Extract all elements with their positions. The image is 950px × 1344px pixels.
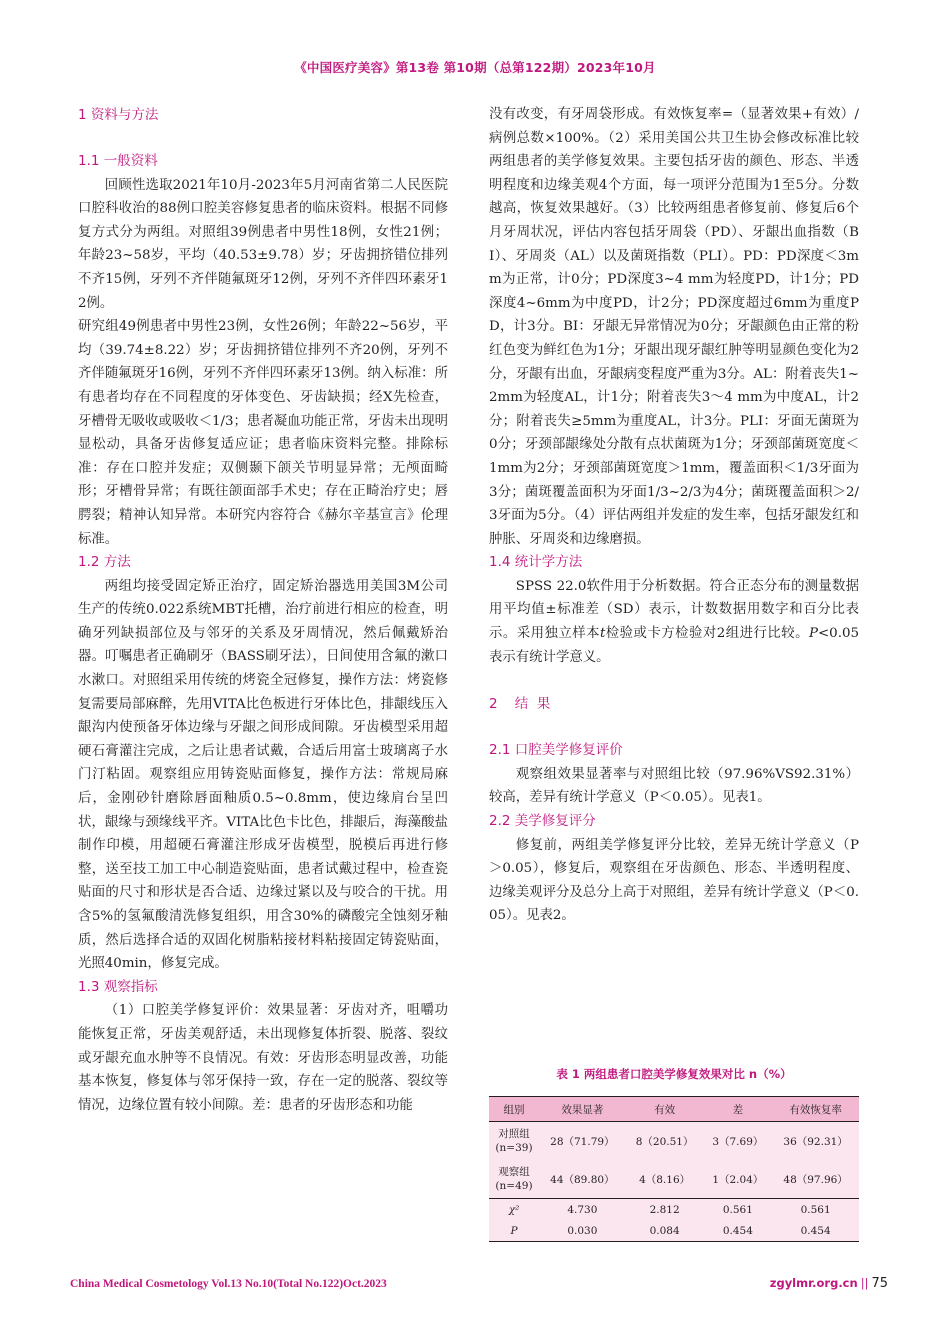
table-header-cell: 有效恢复率 bbox=[772, 1097, 859, 1122]
section-2-1-title: 2.1 口腔美学修复评价 bbox=[489, 742, 623, 759]
left-column bbox=[78, 103, 448, 1117]
section-1-1-title: 1.1 一般资料 bbox=[78, 153, 158, 169]
footer-site-page bbox=[770, 1276, 888, 1291]
section-1-1-paragraph-1: 回顾性选取2021年10月-2023年5月河南省第二人民医院口腔科收治的88例口腔美容修复患者的临床资料。根据不同修复方式分为两组。对照组39例患者中男性18例，女性21例；年龄23~58岁，平均（40.53±9.78）岁；牙齿拥挤错位排列不齐15例，牙列不齐伴随氟斑牙12例，牙列不齐伴四环素牙12例。 bbox=[78, 177, 448, 311]
table-header-cell: 差 bbox=[703, 1097, 772, 1122]
section-2-title: 2 结 果 bbox=[489, 696, 551, 713]
table-stat-label: χ² bbox=[489, 1199, 539, 1221]
table-row-chi-square bbox=[489, 1199, 859, 1221]
table-1 bbox=[489, 1096, 859, 1242]
section-2-2-paragraph: 修复前，两组美学修复评分比较，差异无统计学意义（P＞0.05），修复后，观察组在牙齿颜色、形态、半透明程度、边缘美观评分及总分上高于对照组，差异有统计学意义（P＜0.05）。见表2。 bbox=[489, 837, 859, 924]
footer-separator: || bbox=[860, 1276, 869, 1290]
table-row bbox=[489, 1160, 859, 1199]
section-1-2-title: 1.2 方法 bbox=[78, 554, 131, 571]
table-cell: 48（97.96） bbox=[783, 1173, 848, 1186]
table-cell: 44（89.80） bbox=[550, 1173, 615, 1186]
table-header-row bbox=[489, 1097, 859, 1122]
table-cell: 28（71.79） bbox=[550, 1135, 615, 1148]
table-cell: 1（2.04） bbox=[712, 1173, 764, 1186]
section-1-3-paragraph: （1）口腔美学修复评价：效果显著：牙齿对齐，咀嚼功能恢复正常，牙齿美观舒适，未出现修复体折裂、脱落、裂纹或牙龈充血水肿等不良情况。有效：牙齿形态明显改善，功能基本恢复，修复体与邻牙保持一致，存在一定的脱落、裂纹等情况，边缘位置有较小间隙。差：患者的牙齿形态和功能 bbox=[78, 1003, 448, 1113]
table-cell: 2.812 bbox=[626, 1199, 704, 1221]
table-header-cell: 有效 bbox=[626, 1097, 704, 1122]
page-number: 75 bbox=[871, 1276, 888, 1291]
table-group-label: 对照组 (n=39) bbox=[495, 1128, 533, 1154]
table-cell: 3（7.69） bbox=[712, 1135, 764, 1148]
right-column bbox=[489, 103, 859, 928]
table-cell: 36（92.31） bbox=[783, 1135, 848, 1148]
footer-site: zgylmr.org.cn bbox=[769, 1276, 858, 1290]
table-cell: 4.730 bbox=[539, 1199, 626, 1221]
section-1-4-title: 1.4 统计学方法 bbox=[489, 554, 583, 571]
table-cell: 0.561 bbox=[703, 1199, 772, 1221]
table-cell: 0.030 bbox=[539, 1220, 626, 1242]
section-1-3-title: 1.3 观察指标 bbox=[78, 978, 158, 995]
section-1-4-paragraph: SPSS 22.0软件用于分析数据。符合正态分布的测量数据用平均值±标准差（SD）表示，计数数据用数字和百分比表示。采用独立样本t检验或卡方检验对2组进行比较。P<0.05表示有统计学意义。 bbox=[489, 578, 859, 665]
table-row bbox=[489, 1122, 859, 1161]
section-2-2-title: 2.2 美学修复评分 bbox=[489, 813, 596, 830]
table-cell: 0.454 bbox=[703, 1220, 772, 1242]
section-1-title: 1 资料与方法 bbox=[78, 107, 159, 123]
table-cell: 0.084 bbox=[626, 1220, 704, 1242]
table-header-cell: 效果显著 bbox=[539, 1097, 626, 1122]
section-1-3-paragraph-continued: 没有改变，有牙周袋形成。有效恢复率=（显著效果+有效）/病例总数×100%。（2）采用美国公共卫生协会修改标准比较两组患者的美学修复效果。主要包括牙齿的颜色、形态、半透明程度和边缘美观4个方面，每一项评分范围为1至5分。分数越高，恢复效果越好。（3）比较两组患者修复前、修复后6个月牙周状况，评估内容包括牙周袋（PD）、牙龈出血指数（BI）、牙周炎（AL）以及菌斑指数（PLI）。PD：PD深度＜3mm为正常，计0分；PD深度3~4 mm为轻度PD，计1分；PD深度4~6mm为中度PD，计2分；PD深度超过6mm为重度PD，计3分。BI：牙龈无异常情况为0分；牙龈颜色由正常的粉红色变为鲜红色为1分；牙龈出现牙龈红肿等明显颜色变化为2分，牙龈有出血，牙龈病变程度严重为3分。AL：附着丧失1~2mm为轻度AL，计1分；附着丧失3～4 mm为中度AL，计2分；附着丧失≥5mm为重度AL，计3分。PLI：牙面无菌斑为0分；牙颈部龈缘处分散有点状菌斑为1分；牙颈部菌斑宽度＜1mm为2分；牙颈部菌斑宽度＞1mm，覆盖面积＜1/3牙面为3分；菌斑覆盖面积为牙面1/3~2/3为4分；菌斑覆盖面积＞2/3牙面为5分。（4）评估两组并发症的发生率，包括牙龈发红和肿胀、牙周炎和边缘磨损。 bbox=[489, 107, 859, 547]
table-cell: 0.454 bbox=[772, 1220, 859, 1242]
table-stat-label: P bbox=[489, 1220, 539, 1242]
table-1-caption: 表 1 两组患者口腔美学修复效果对比 n（%） bbox=[556, 1067, 792, 1081]
table-row-p-value bbox=[489, 1220, 859, 1242]
section-2-1-paragraph: 观察组效果显著率与对照组比较（97.96%VS92.31%）较高，差异有统计学意义（P＜0.05）。见表1。 bbox=[489, 766, 859, 806]
section-1-1-paragraph-2: 研究组49例患者中男性23例，女性26例；年龄22~56岁，平均（39.74±8.22）岁；牙齿拥挤错位排列不齐20例，牙列不齐伴随氟斑牙16例，牙列不齐伴四环素牙13例。纳入标准：所有患者均存在不同程度的牙体变色、牙齿缺损；经X先检查，牙槽骨无吸收或吸收＜1/3；患者凝血功能正常，牙齿未出现明显松动，具备牙齿修复适应证；患者临床资料完整。排除标准：存在口腔并发症；双侧颞下颌关节明显异常；无颅面畸形；牙槽骨异常；有既往颌面部手术史；存在正畸治疗史；唇腭裂；精神认知异常。本研究内容符合《赫尔辛基宣言》伦理标准。 bbox=[78, 319, 448, 547]
footer-journal-info: China Medical Cosmetology Vol.13 No.10(Total No.122)Oct.2023 bbox=[70, 1278, 387, 1290]
table-cell: 0.561 bbox=[772, 1199, 859, 1221]
table-cell: 8（20.51） bbox=[635, 1135, 694, 1148]
section-1-2-paragraph: 两组均接受固定矫正治疗，固定矫治器选用美国3M公司生产的传统0.022系统MBT托槽，治疗前进行相应的检查，明确牙列缺损部位及与邻牙的关系及牙周情况，然后佩戴矫治器。叮嘱患者正确刷牙（BASS刷牙法），日间使用含氟的漱口水漱口。对照组采用传统的烤瓷全冠修复，操作方法：烤瓷修复需要局部麻醉，先用VITA比色板进行牙体比色，排龈线压入龈沟内使预备牙体边缘与牙龈之间形成间隙。牙齿模型采用超硬石膏灌注完成，之后让患者试戴，合适后用富士玻璃离子水门汀粘固。观察组应用铸瓷贴面修复，操作方法：常规局麻后，金刚砂针磨除唇面釉质0.5~0.8mm，使边缘肩台呈凹状，龈缘与颈缘线平齐。VITA比色卡比色，排龈后，海藻酸盐制作印模，用超硬石膏灌注形成牙齿模型，脱模后再进行修整，送至技工加工中心制造瓷贴面，患者试戴过程中，检查瓷贴面的尺寸和形状是否合适、边缘过紧以及与咬合的干扰。用含5%的氢氟酸清洗修复组织，用含30%的磷酸完全蚀刻牙釉质，然后选择合适的双固化树脂粘接材料粘接固定铸瓷贴面，光照40min，修复完成。 bbox=[78, 578, 448, 972]
table-group-label: 观察组 (n=49) bbox=[495, 1166, 533, 1192]
table-header-cell: 组别 bbox=[489, 1097, 539, 1122]
table-cell: 4（8.16） bbox=[639, 1173, 691, 1186]
running-header: 《中国医疗美容》第13卷 第10期（总第122期）2023年10月 bbox=[294, 60, 656, 75]
